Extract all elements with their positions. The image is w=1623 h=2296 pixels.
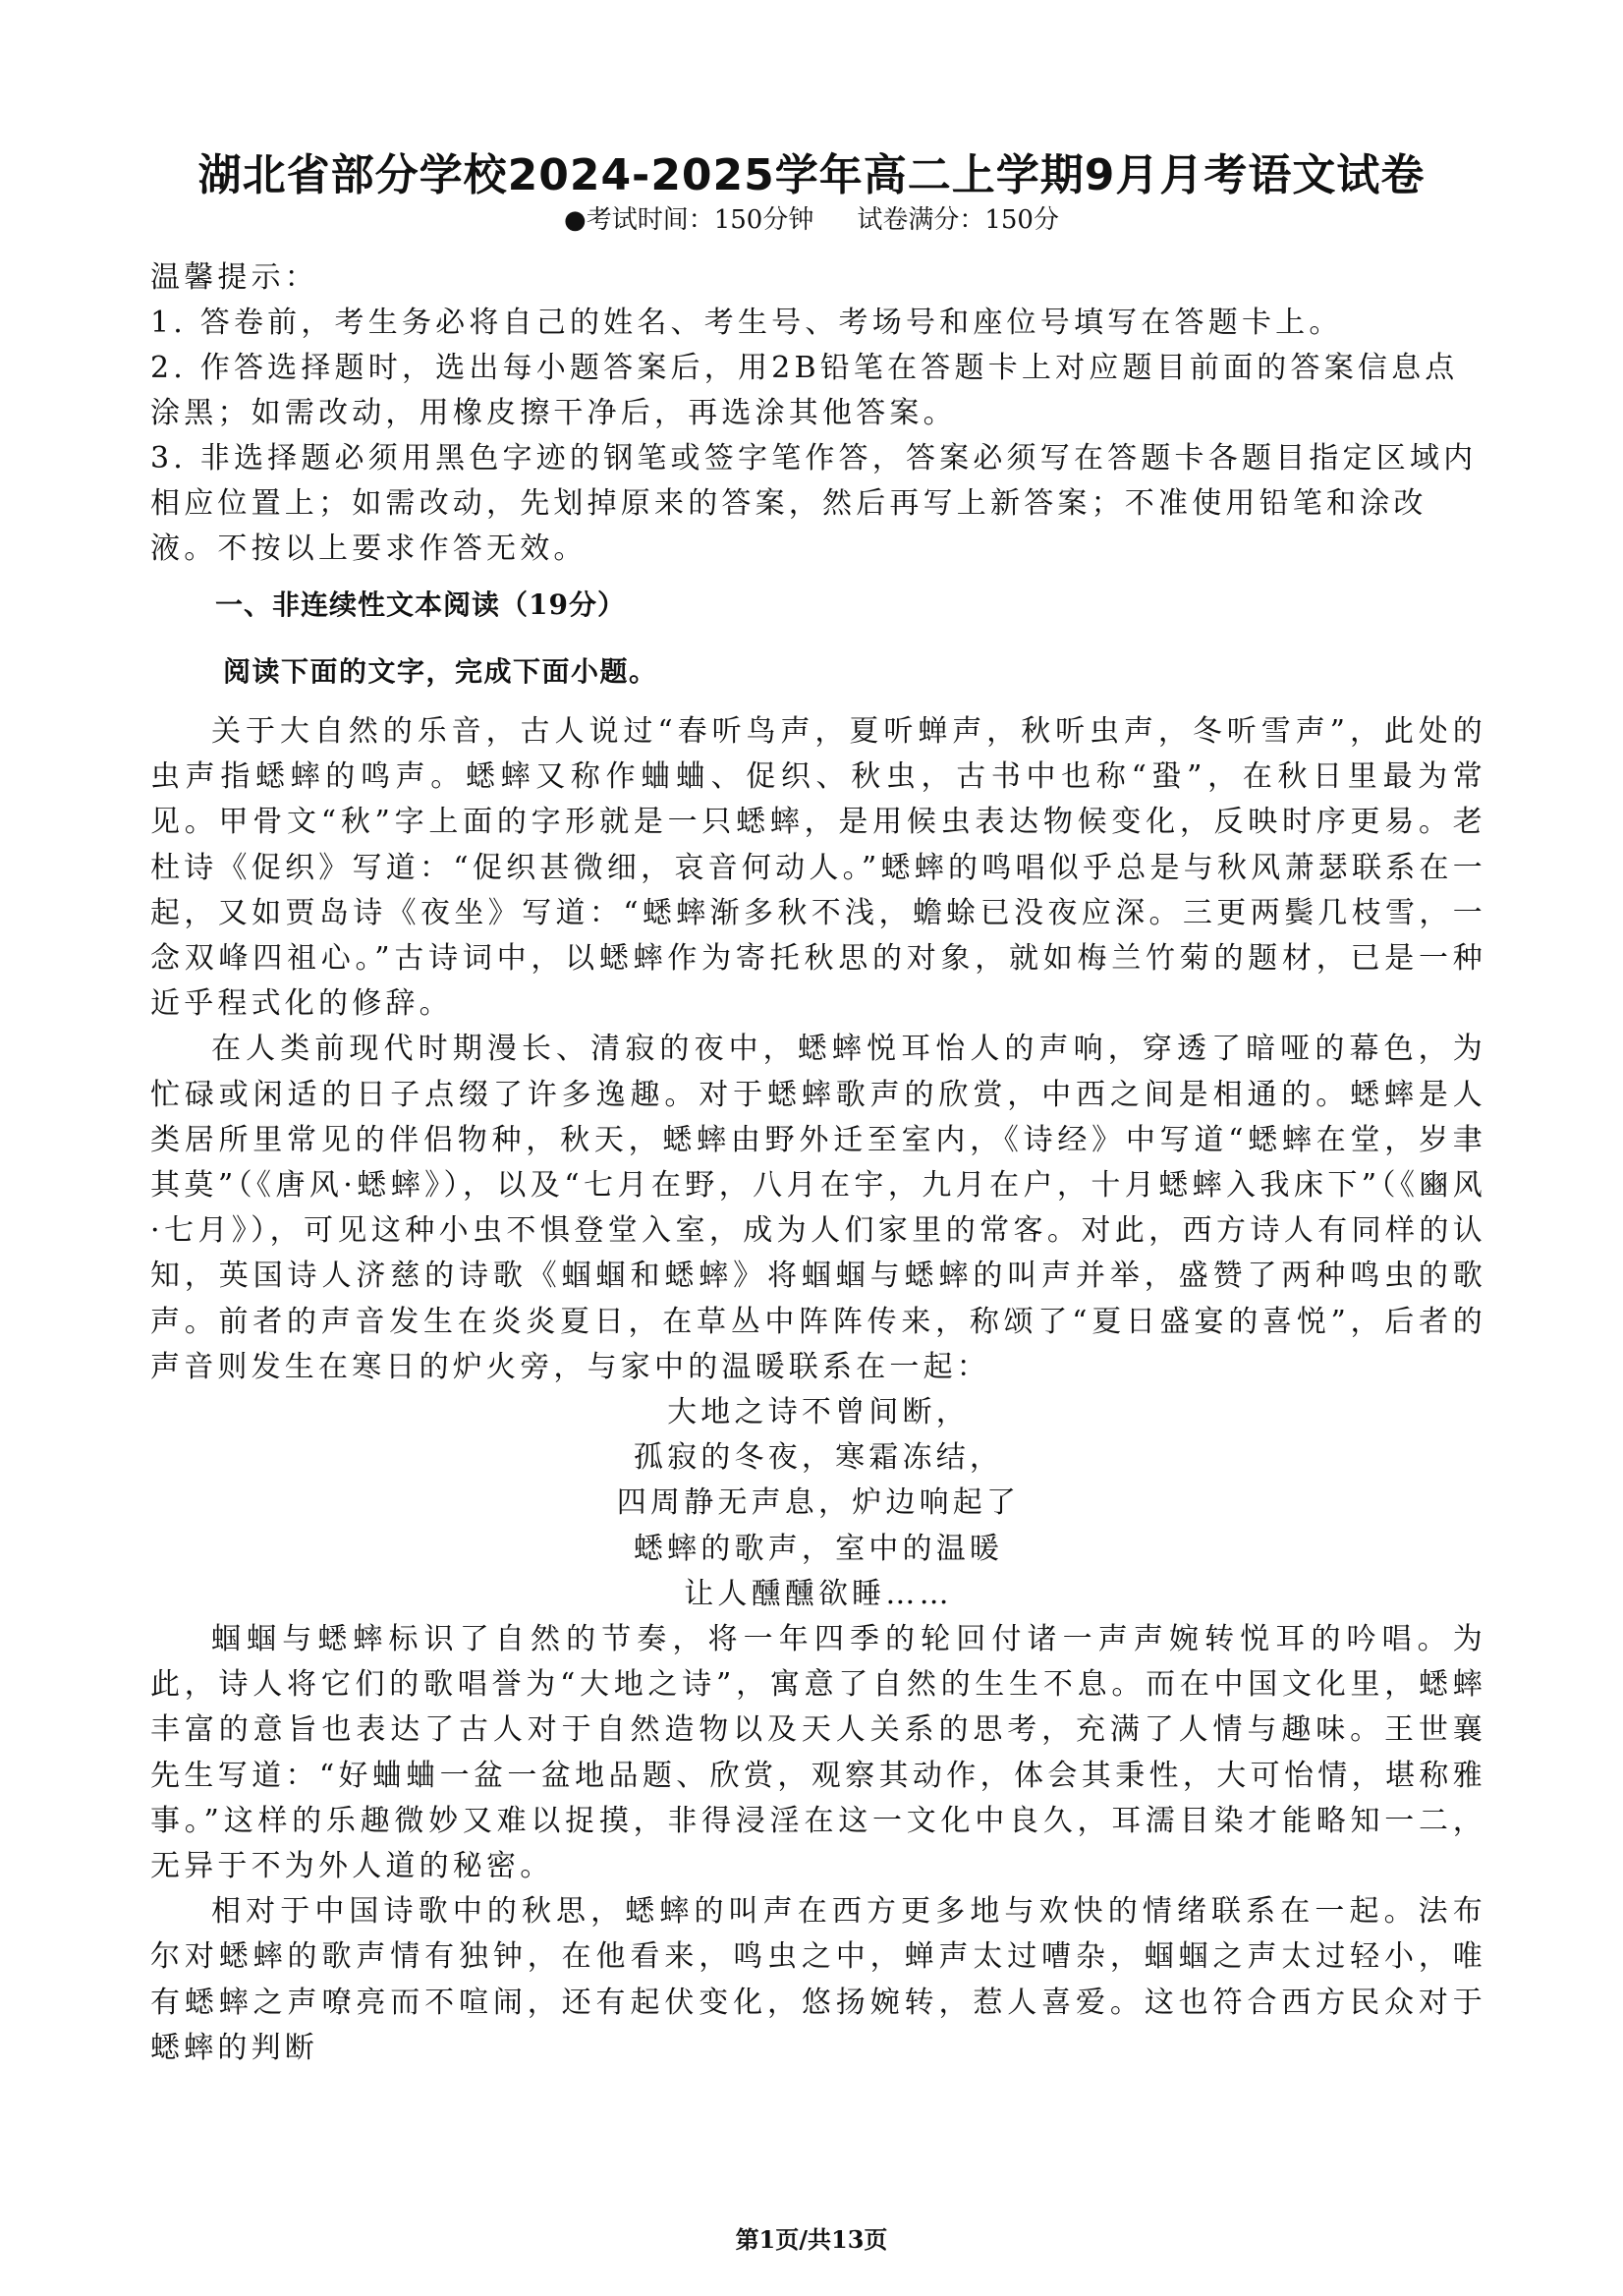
reading-passage — [150, 709, 1486, 2071]
poem-line-3: 四周静无声息，炉边响起了 — [616, 1485, 1021, 1521]
poem-line-4: 蟋蟀的歌声，室中的温暖 — [633, 1531, 1004, 1566]
passage-paragraph-1: 关于大自然的乐音，古人说过“春听鸟声，夏听蝉声，秋听虫声，冬听雪声”，此处的虫声指蟋蟀的鸣声。蟋蟀又称作蛐蛐、促织、秋虫，古书中也称“蛩”，在秋日里最为常见。甲骨文“秋”字上面的字形就是一只蟋蟀，是用候虫表达物候变化，反映时序更易。老杜诗《促织》写道：“促织甚微细，哀音何动人。”蟋蟀的鸣唱似乎总是与秋风萧瑟联系在一起，又如贾岛诗《夜坐》写道：“蟋蟀渐多秋不浅，蟾蜍已没夜应深。三更两鬓几枝雪，一念双峰四祖心。”古诗词中，以蟋蟀作为寄托秋思的对象，就如梅兰竹菊的题材，已是一种近乎程式化的修辞。 — [150, 714, 1486, 1022]
page-number: 第1页/共13页 — [735, 2225, 888, 2254]
passage-paragraph-2: 在人类前现代时期漫长、清寂的夜中，蟋蟀悦耳怡人的声响，穿透了暗哑的幕色，为忙碌或闲适的日子点缀了许多逸趣。对于蟋蟀歌声的欣赏，中西之间是相通的。蟋蟀是人类居所里常见的伴侣物种，秋天，蟋蟀由野外迁至室内，《诗经》中写道“蟋蟀在堂，岁聿其莫”（《唐风·蟋蟀》），以及“七月在野，八月在宇，九月在户，十月蟋蟀入我床下”（《豳风·七月》），可见这种小虫不惧登堂入室，成为人们家里的常客。对此，西方诗人有同样的认知，英国诗人济慈的诗歌《蝈蝈和蟋蟀》将蝈蝈与蟋蟀的叫声并举，盛赞了两种鸣虫的歌声。前者的声音发生在炎炎夏日，在草丛中阵阵传来，称颂了“夏日盛宴的喜悦”，后者的声音则发生在寒日的炉火旁，与家中的温暖联系在一起： — [150, 1032, 1486, 1384]
passage-paragraph-4: 相对于中国诗歌中的秋思，蟋蟀的叫声在西方更多地与欢快的情绪联系在一起。法布尔对蟋蟀的歌声情有独钟，在他看来，鸣虫之中，蝉声太过嘈杂，蝈蝈之声太过轻小，唯有蟋蟀之声嘹亮而不喧闹，还有起伏变化，悠扬婉转，惹人喜爱。这也符合西方民众对于蟋蟀的判断 — [150, 1894, 1486, 2065]
tip-item-2: 2. 作答选择题时，选出每小题答案后，用2B铅笔在答题卡上对应题目前面的答案信息点涂黑；如需改动，用橡皮擦干净后，再选涂其他答案。 — [150, 351, 1459, 430]
poem-line-2: 孤寂的冬夜，寒霜冻结， — [633, 1440, 1004, 1476]
poem-line-5: 让人醺醺欲睡…… — [684, 1576, 953, 1611]
tips-heading: 温馨提示： — [150, 260, 318, 295]
poem-line-1: 大地之诗不曾间断， — [667, 1395, 970, 1430]
exam-time: ●考试时间：150分钟 — [564, 205, 814, 235]
passage-paragraph-3: 蝈蝈与蟋蟀标识了自然的节奏，将一年四季的轮回付诸一声声婉转悦耳的吟唱。为此，诗人将它们的歌唱誉为“大地之诗”，寓意了自然的生生不息。而在中国文化里，蟋蟀丰富的意旨也表达了古人对于自然造物以及天人关系的思考，充满了人情与趣味。王世襄先生写道：“好蛐蛐一盆一盆地品题、欣赏，观察其动作，体会其秉性，大可怡情，堪称雅事。”这样的乐趣微妙又难以捉摸，非得浸淫在这一文化中良久，耳濡目染才能略知一二，无异于不为外人道的秘密。 — [150, 1622, 1486, 1884]
tips-block — [150, 255, 1486, 572]
tip-item-1: 1. 答卷前，考生务必将自己的姓名、考生号、考场号和座位号填写在答题卡上。 — [150, 306, 1343, 340]
page-title: 湖北省部分学校2024-2025学年高二上学期9月月考语文试卷 — [197, 150, 1426, 200]
exam-info — [0, 202, 1623, 238]
tip-item-3: 3. 非选择题必须用黑色字迹的钢笔或签字笔作答，答案必须写在答题卡各题目指定区域内相应位置上；如需改动，先划掉原来的答案，然后再写上新答案；不准使用铅笔和涂改液。不按以上要求作答无效。 — [150, 441, 1478, 566]
exam-full-score: 试卷满分：150分 — [857, 205, 1059, 235]
quoted-poem — [150, 1390, 1486, 1617]
section-heading: 一、非连续性文本阅读（19分） — [215, 588, 626, 621]
reading-instruction: 阅读下面的文字，完成下面小题。 — [223, 655, 658, 688]
